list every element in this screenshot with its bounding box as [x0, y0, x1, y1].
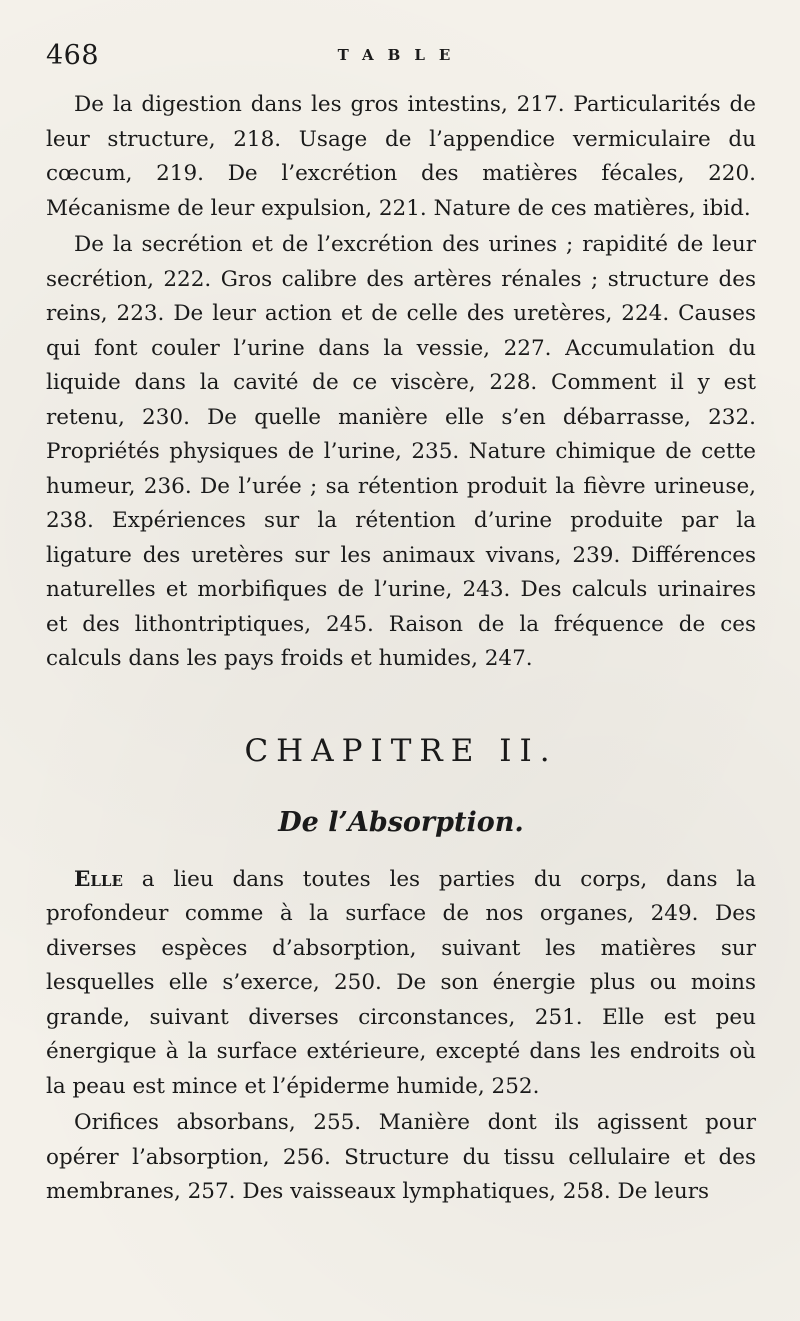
page-header — [46, 40, 756, 88]
paragraph-urines: De la secrétion et de l’excrétion des urines ; rapidité de leur secrétion, 222. Gros calibre des artères rénales ; structure des reins, 223. De leur action et de celle des uretères, 224. Causes qui font couler l’urine dans la vessie, 227. Accumulation du liquide dans la cavité de ce viscère, 228. Comment il y est retenu, 230. De quelle manière elle s’en débarrasse, 232. Propriétés physiques de l’urine, 235. Nature chimique de cette humeur, 236. De l’urée ; sa rétention produit la fièvre urineuse, 238. Expériences sur la rétention d’urine produite par la ligature des uretères sur les animaux vivans, 239. Différences naturelles et morbifiques de l’urine, 243. Des calculs urinaires et des lithontriptiques, 245. Raison de la fréquence de ces calculs dans les pays froids et humides, 247. — [46, 232, 756, 671]
paragraph-absorption — [46, 863, 756, 1105]
paragraph-lead-word: Elle — [74, 866, 123, 892]
page-number: 468 — [46, 40, 100, 71]
paragraph-absorption-text: a lieu dans toutes les parties du corps, dans la profondeur comme à la surface de nos organes, 249. Des diverses espèces d’absorption, suivant les matières sur lesquelles elle s’exerce, 250. De son énergie plus ou moins grande, suivant diverses circonstances, 251. Elle est peu énergique à la surface extérieure, excepté dans les endroits où la peau est mince et l’épiderme humide, 252. — [46, 866, 756, 1099]
section-title: De l’Absorption. — [278, 806, 524, 838]
running-head: TABLE — [337, 46, 465, 64]
paragraph-orifices: Orifices absorbans, 255. Manière dont ils agissent pour opérer l’absorption, 256. Structure du tissu cellulaire et des membranes, 257. Des vaisseaux lymphatiques, 258. De leurs — [46, 1110, 756, 1204]
chapter-title: CHAPITRE II. — [244, 732, 558, 769]
paragraph-digestion: De la digestion dans les gros intestins, 217. Particularités de leur structure, 218. Usage de l’appendice vermiculaire du cœcum, 219. De l’excrétion des matières fécales, 220. Mécanisme de leur expulsion, 221. Nature de ces matières, ibid. — [46, 92, 756, 221]
